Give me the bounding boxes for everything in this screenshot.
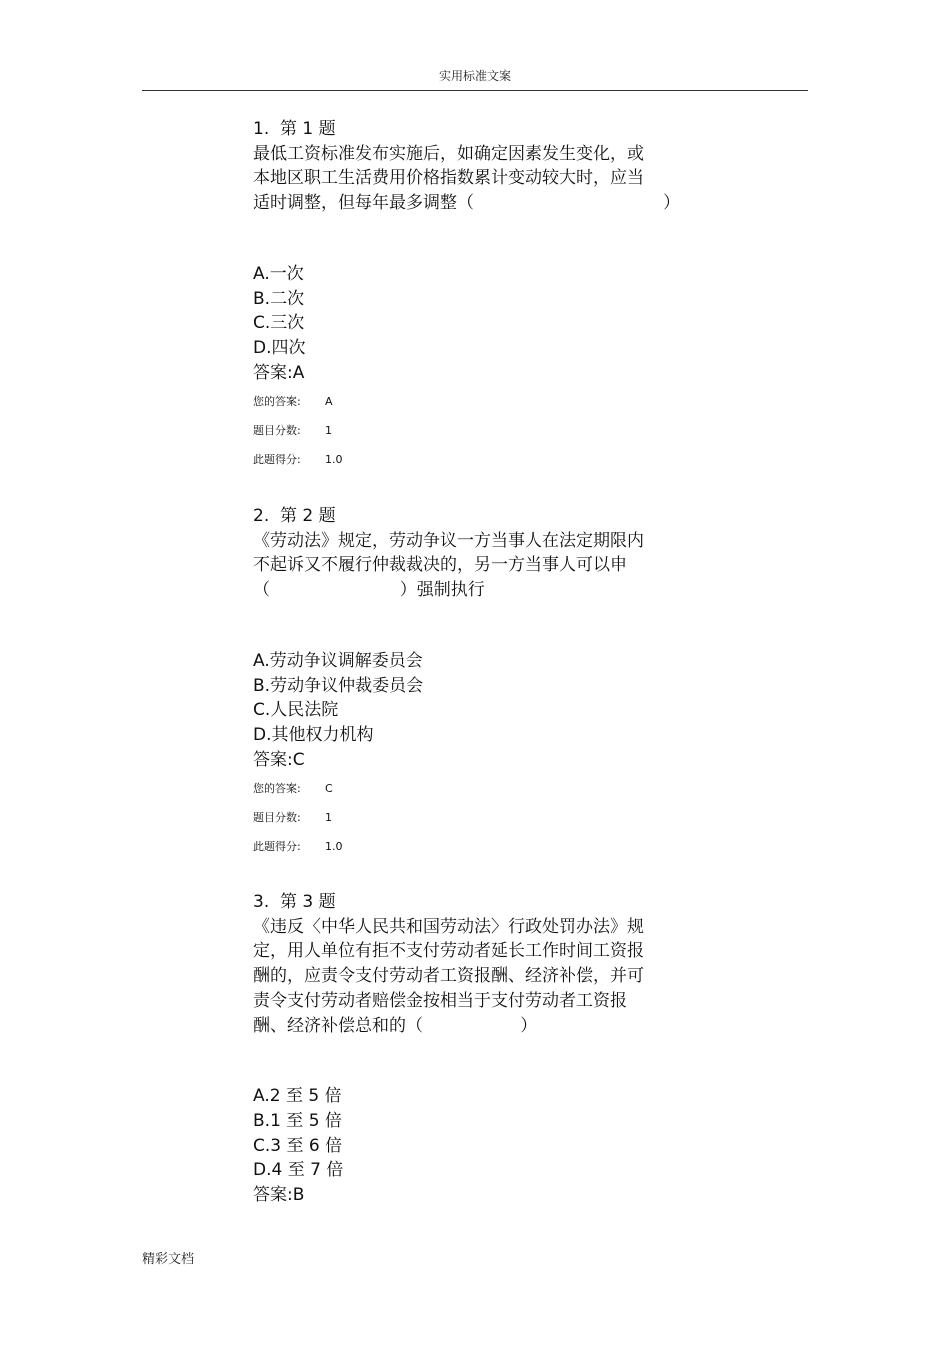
your-answer-row bbox=[253, 388, 713, 417]
question-2 bbox=[253, 504, 713, 861]
question-stem-line: 责令支付劳动者赔偿金按相当于支付劳动者工资报 bbox=[253, 990, 627, 1011]
answer-label: 答案: bbox=[253, 362, 293, 383]
option-d: D.4 至 7 倍 bbox=[253, 1160, 344, 1181]
header-divider bbox=[142, 90, 808, 91]
question-stem-line: 《劳动法》规定，劳动争议一方当事人在法定期限内 bbox=[253, 530, 644, 551]
question-stem-line: 《违反〈中华人民共和国劳动法〉行政处罚办法》规 bbox=[253, 916, 644, 937]
answer-label: 答案: bbox=[253, 749, 293, 770]
page-header-title: 实用标准文案 bbox=[438, 69, 511, 83]
item-score-row bbox=[253, 417, 713, 446]
item-score-value: 1 bbox=[325, 423, 332, 437]
question-stem-line: 不起诉又不履行仲裁裁决的，另一方当事人可以申 bbox=[253, 555, 627, 576]
question-stem-line: 酬的，应责令支付劳动者工资报酬、经济补偿，并可 bbox=[253, 966, 644, 987]
answer-line bbox=[253, 1183, 713, 1208]
question-stem-line: （ ）强制执行 bbox=[253, 580, 485, 601]
answer-line bbox=[253, 361, 713, 386]
your-answer-value: C bbox=[325, 782, 333, 796]
question-3 bbox=[253, 890, 713, 1208]
option-d: D.四次 bbox=[253, 337, 306, 358]
your-answer-label: 您的答案: bbox=[253, 395, 301, 409]
question-stem-line: 本地区职工生活费用价格指数累计变动较大时，应当 bbox=[253, 168, 644, 189]
question-heading: 2. 第 2 题 bbox=[253, 506, 336, 526]
option-b: B.二次 bbox=[253, 288, 305, 309]
got-score-value: 1.0 bbox=[325, 839, 343, 853]
question-stem-line: 适时调整，但每年最多调整（ ） bbox=[253, 193, 681, 214]
got-score-label: 此题得分: bbox=[253, 452, 301, 466]
got-score-row bbox=[253, 446, 713, 475]
answer-value: C bbox=[292, 749, 305, 770]
question-stem-line: 最低工资标准发布实施后，如确定因素发生变化，或 bbox=[253, 143, 644, 164]
question-heading: 3. 第 3 题 bbox=[253, 892, 336, 912]
got-score-row bbox=[253, 833, 713, 862]
got-score-label: 此题得分: bbox=[253, 839, 301, 853]
item-score-label: 题目分数: bbox=[253, 423, 301, 437]
question-1 bbox=[253, 117, 713, 474]
item-score-value: 1 bbox=[325, 810, 332, 824]
option-b: B.劳动争议仲裁委员会 bbox=[253, 675, 424, 696]
question-stem-line: 酬、经济补偿总和的（ ） bbox=[253, 1015, 538, 1036]
question-stem-line: 定，用人单位有拒不支付劳动者延长工作时间工资报 bbox=[253, 941, 644, 962]
option-a: A.一次 bbox=[253, 263, 304, 284]
option-c: C.3 至 6 倍 bbox=[253, 1135, 343, 1156]
your-answer-value: A bbox=[325, 395, 333, 409]
option-a: A.劳动争议调解委员会 bbox=[253, 650, 423, 671]
option-c: C.三次 bbox=[253, 313, 305, 334]
your-answer-label: 您的答案: bbox=[253, 782, 301, 796]
option-b: B.1 至 5 倍 bbox=[253, 1110, 342, 1131]
question-heading: 1. 第 1 题 bbox=[253, 119, 336, 139]
answer-line bbox=[253, 748, 713, 773]
got-score-value: 1.0 bbox=[325, 452, 343, 466]
page-footer: 精彩文档 bbox=[142, 1252, 195, 1267]
option-a: A.2 至 5 倍 bbox=[253, 1086, 342, 1107]
answer-label: 答案: bbox=[253, 1185, 293, 1206]
answer-value: A bbox=[292, 362, 305, 383]
option-c: C.人民法院 bbox=[253, 700, 339, 721]
answer-value: B bbox=[292, 1185, 305, 1206]
item-score-row bbox=[253, 804, 713, 833]
item-score-label: 题目分数: bbox=[253, 810, 301, 824]
option-d: D.其他权力机构 bbox=[253, 724, 374, 745]
your-answer-row bbox=[253, 775, 713, 804]
